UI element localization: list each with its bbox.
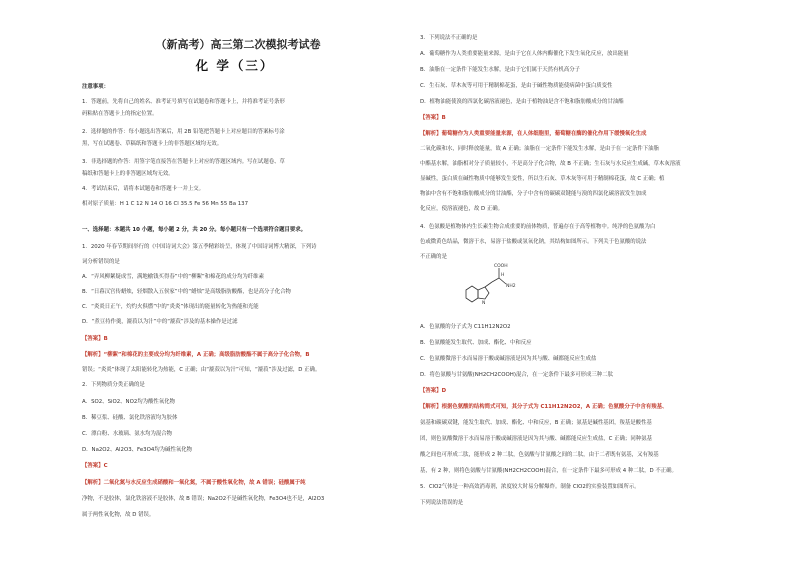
explanation-text: 【解析】根据色氨酸的结构简式可知，其分子式为 C11H12N2O2，A 正确；色氨酸分子中含有羧基、: [420, 404, 668, 410]
left-line: 属于两性氧化物，故 D 错误。: [82, 512, 155, 518]
tryptophan-structure: [458, 260, 528, 310]
left-line: 码粘贴在答题卡上的指定位置。: [82, 111, 158, 117]
section-heading: 一、选择题：本题共 10 小题，每小题 2 分，共 20 分。每小题只有一个选项符合题目要求。: [82, 227, 307, 233]
option-a: A．“弄风柳絮疑成雪，满地榆钱买得春”中的“柳絮”和棉花的成分均为纤维素: [82, 274, 264, 280]
option-c: C．生石灰、草木灰等可用于精制棉花蛋，是由于碱性物质能使病菌中蛋白质变性: [420, 83, 613, 89]
explanation: [420, 131, 646, 138]
right-line: 二氧化碳和水，同时释放能量，故 A 正确；油脂在一定条件下能发生水解，是由于在一定条件下油脂: [420, 146, 659, 152]
left-line: 4．考试结束后，请将本试题卷和答题卡一并上交。: [82, 186, 205, 192]
right-line: 氨基和碳碳双键，能发生取代、加成、酯化、中和反应，B 正确；氨基是碱性基团，羧基是酸性基: [420, 420, 652, 426]
right-line: 下列说法错误的是: [420, 500, 464, 506]
right-line: 中酯基水解，油脂相对分子质量较小，不是高分子化合物，故 B 不正确；生石灰与水反应生成碱，草木灰溶液: [420, 161, 681, 167]
question-2: 2．下列物质分类正确的是: [82, 382, 145, 388]
explanation: [420, 404, 667, 411]
notice-heading: 注意事项：: [82, 84, 109, 90]
right-line: 基，有 2 种，则将色氨酸与甘氨酸(NH2CH2COOH)混合，在一定条件下最多可形成 4 种二肽，D 不正确。: [420, 468, 677, 474]
right-line: 团，则色氨酸微溶于水而易溶于酸或碱溶液是因为其与酸、碱都能反应生成盐，C 正确；同种氨基: [420, 436, 652, 442]
right-line: 色或微黄色结晶，微溶于水，易溶于盐酸或氢氧化钠，其结构如图所示。下列关于色氨酸的说法: [420, 239, 647, 245]
option-b: B．色氨酸能发生取代、加成、酯化、中和反应: [420, 340, 532, 346]
option-a: A．SO2、SiO2、NO2均为酸性氧化物: [82, 399, 175, 405]
explanation-text: 【解析】二氧化氮与水反应生成硝酸和一氧化氮，不属于酸性氧化物，故 A 错误；硅酸属于纯: [82, 480, 306, 486]
question-3: 3．下列说法不正确的是: [420, 35, 478, 41]
left-line: 词分析错误的是: [82, 259, 120, 265]
left-line: 净物，不是胶体，氯化铁溶液不是胶体，故 B 错误；Na2O2不是碱性氧化物，Fe3O4也不是，Al2O3: [82, 496, 325, 502]
left-line: 2．选择题的作答：每小题选出答案后，用 2B 铅笔把答题卡上对应题目的答案标号涂: [82, 129, 285, 135]
option-d: D．“煮豆持作羹，漉菽以为汁”中的“漉菽”涉及的基本操作是过滤: [82, 319, 238, 325]
cooh-label: COOH: [494, 264, 508, 269]
left-line: 1．答题前，先将自己的姓名、准考证号填写在试题卷和答题卡上，并将准考证号条形: [82, 99, 285, 105]
atomic-masses: 相对原子质量：H 1 C 12 N 14 O 16 Cl 35.5 Fe 56 Mn 55 Ba 137: [82, 201, 249, 207]
left-line: 稿纸和答题卡上的非答题区域均无效。: [82, 171, 174, 177]
option-a: A．色氨酸的分子式为 C11H12N2O2: [420, 324, 511, 330]
answer-label: 【答案】B: [82, 336, 108, 342]
left-line: 3．非选择题的作答：用签字笔直接答在答题卡上对应的答题区域内。写在试题卷、草: [82, 159, 285, 165]
explanation-text: 【解析】葡萄糖作为人类重要能量来源，在人体细胞里，葡萄糖在酶的催化作用下缓慢氧化生成: [420, 131, 647, 137]
right-line: 物油中含有不饱和脂肪酸成分的甘油酯，分子中含有的碳碳双键能与溴的四氯化碳溶液发生加成: [420, 191, 647, 197]
option-d: D．Na2O2、Al2O3、Fe3O4均为碱性氧化物: [82, 447, 193, 453]
option-c: C．色氨酸微溶于水而易溶于酸或碱溶液是因为其与酸、碱都能反应生成盐: [420, 356, 597, 362]
question-1: 1．2020 年春节期间举行的《中国诗词大会》第五季精彩纷呈，体现了中国诗词博大精深，下列诗: [82, 244, 317, 250]
exam-title: （新高考）高三第二次模拟考试卷: [155, 38, 321, 51]
option-b: B．“日暮汉宫传蜡烛，轻烟散入五侯家”中的“蜡烛”是高级脂肪酸酯，也是高分子化合物: [82, 289, 291, 295]
left-line: 黑，写在试题卷、草稿纸和答题卡上的非答题区域均无效。: [82, 141, 223, 147]
answer-label: 【答案】B: [420, 115, 446, 121]
option-d: D．将色氨酸与甘氨酸(NH2CH2COOH)混合，在一定条件下最多可形成三种二肽: [420, 372, 613, 378]
answer-label: 【答案】C: [82, 463, 108, 469]
n-label: N: [482, 301, 486, 306]
option-b: B．油脂在一定条件下能发生水解，是由于它们属于天然有机高分子: [420, 67, 581, 73]
h-label: H: [501, 273, 505, 278]
question-5: 5．ClO2气体是一种高效消毒剂，浓度较大时易分解爆炸。制备 ClO2的实验装置如图所示。: [420, 484, 640, 490]
question-4: 4．色氨酸是植物体内生长素生物合成重要的前体物质，普遍存在于高等植物中。纯净的色氨酸为白: [420, 224, 656, 230]
right-line: 酸之间也可形成二肽，能形成 2 种二肽，色氨酸与甘氨酸之间的二肽，由于二者既有氨基，又有羧基: [420, 452, 659, 458]
option-d: D．植物油能使溴的四氯化碳溶液褪色，是由于植物油是含不饱和脂肪酸成分的甘油酯: [420, 99, 624, 105]
option-a: A．葡萄糖作为人类重要能量来源，是由于它在人体内酶催化下发生氧化反应，放出能量: [420, 51, 629, 57]
right-line: 化反应，使溶液褪色，故 D 正确。: [420, 206, 504, 212]
option-c: C．“炎炎日正午，灼灼火俱燃”中的“炎炎”体现出的能量转化为热能和光能: [82, 304, 259, 310]
option-c: C．漂白粉、水玻璃、氨水均为混合物: [82, 431, 173, 437]
right-line: 显碱性，蛋白质在碱性物质中能够发生变性，所以生石灰、草木灰等可用于精制棉花蛋，故 C 正确；植: [420, 176, 665, 182]
left-line: 错误；“炎炎”体现了太阳能转化为热能，C 正确；由“漉菽以为汁”可知，“漉菽”涉及过滤，D 正确。: [82, 367, 321, 373]
explanation-text: 【解析】“柳絮”和棉花的主要成分均为纤维素，A 正确；高级脂肪酸酯不属于高分子化合物，B: [82, 352, 310, 358]
subject-title: 化 学（三）: [195, 58, 275, 73]
option-b: B．稀豆浆、硅酸、氯化铁溶液均为胶体: [82, 415, 178, 421]
explanation: [82, 352, 309, 359]
answer-label: 【答案】D: [420, 388, 447, 394]
right-line: 不正确的是: [420, 254, 447, 260]
nh2-label: NH2: [506, 284, 516, 289]
explanation: [82, 480, 306, 487]
